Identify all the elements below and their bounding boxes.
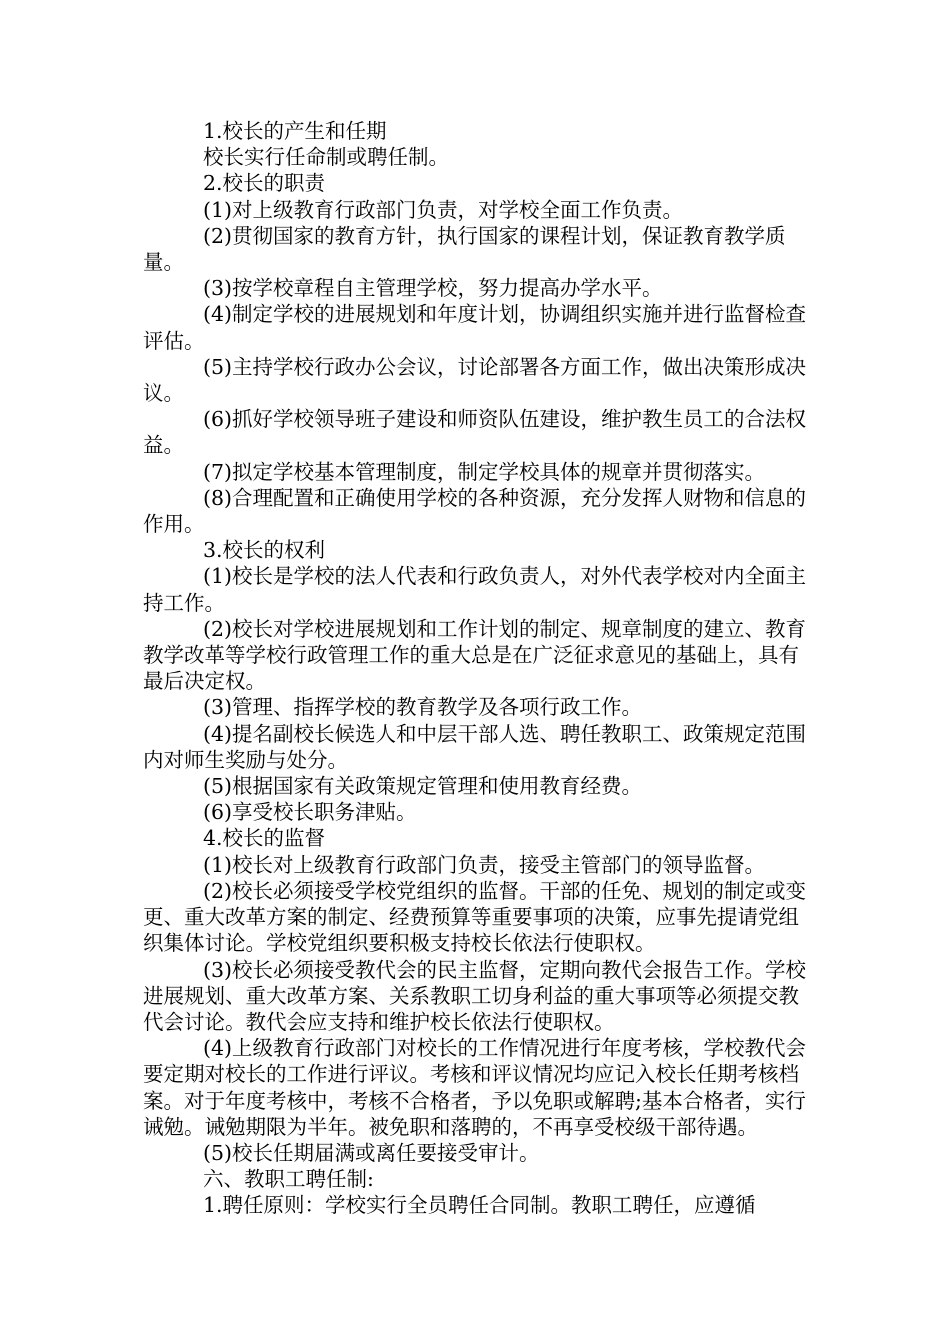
section-heading-principal-duties: 2.校长的职责 xyxy=(203,171,326,196)
list-item: (4)上级教育行政部门对校长的工作情况进行年度考核，学校教代会要定期对校长的工作进行评议。考核和评议情况均应记入校长任期考核档案。对于年度考核中，考核不合格者，予以免职或解聘;基本合格者，实行诫勉。诫勉期限为半年。被免职和落聘的，不再享受校级干部待遇。 xyxy=(143,1036,807,1139)
list-item: (7)拟定学校基本管理制度，制定学校具体的规章并贯彻落实。 xyxy=(203,459,766,484)
list-item: (2)校长必须接受学校党组织的监督。干部的任免、规划的制定或变更、重大改革方案的制定、经费预算等重要事项的决策，应事先提请党组织集体讨论。学校党组织要积极支持校长依法行使职权。 xyxy=(143,878,807,956)
section-heading-principal-rights: 3.校长的权利 xyxy=(203,538,326,563)
document-body xyxy=(143,118,811,1219)
list-item: (2)校长对学校进展规划和工作计划的制定、规章制度的建立、教育教学改革等学校行政管理工作的重大总是在广泛征求意见的基础上，具有最后决定权。 xyxy=(143,616,807,694)
section-heading-principal-supervision: 4.校长的监督 xyxy=(203,826,326,851)
list-item: (2)贯彻国家的教育方针，执行国家的课程计划，保证教育教学质量。 xyxy=(143,223,786,275)
list-item: (3)按学校章程自主管理学校，努力提高办学水平。 xyxy=(203,276,663,301)
list-item: (5)主持学校行政办公会议，讨论部署各方面工作，做出决策形成决议。 xyxy=(143,354,807,406)
paragraph: 校长实行任命制或聘任制。 xyxy=(203,145,449,170)
section-heading-staff-appointment: 六、教职工聘任制: xyxy=(203,1167,374,1192)
list-item: (5)根据国家有关政策规定管理和使用教育经费。 xyxy=(203,774,643,799)
list-item: (3)管理、指挥学校的教育教学及各项行政工作。 xyxy=(203,695,643,720)
list-item: (1)对上级教育行政部门负责，对学校全面工作负责。 xyxy=(203,197,684,222)
list-item: (6)享受校长职务津贴。 xyxy=(203,800,417,825)
paragraph: 1.聘任原则：学校实行全员聘任合同制。教职工聘任，应遵循 xyxy=(203,1193,756,1218)
list-item: (4)制定学校的进展规划和年度计划，协调组织实施并进行监督检查评估。 xyxy=(143,302,807,353)
list-item: (4)提名副校长候选人和中层干部人选、聘任教职工、政策规定范围内对师生奖励与处分。 xyxy=(143,721,807,772)
list-item: (1)校长是学校的法人代表和行政负责人，对外代表学校对内全面主持工作。 xyxy=(143,564,807,615)
list-item: (8)合理配置和正确使用学校的各种资源，充分发挥人财物和信息的作用。 xyxy=(143,485,807,537)
list-item: (6)抓好学校领导班子建设和师资队伍建设，维护教生员工的合法权益。 xyxy=(143,407,807,458)
list-item: (3)校长必须接受教代会的民主监督，定期向教代会报告工作。学校进展规划、重大改革方案、关系教职工切身利益的重大事项等必须提交教代会讨论。教代会应支持和维护校长依法行使职权。 xyxy=(143,957,807,1034)
list-item: (5)校长任期届满或离任要接受审计。 xyxy=(203,1140,540,1165)
list-item: (1)校长对上级教育行政部门负责，接受主管部门的领导监督。 xyxy=(203,852,766,877)
section-heading-principal-appointment: 1.校长的产生和任期 xyxy=(203,119,387,143)
